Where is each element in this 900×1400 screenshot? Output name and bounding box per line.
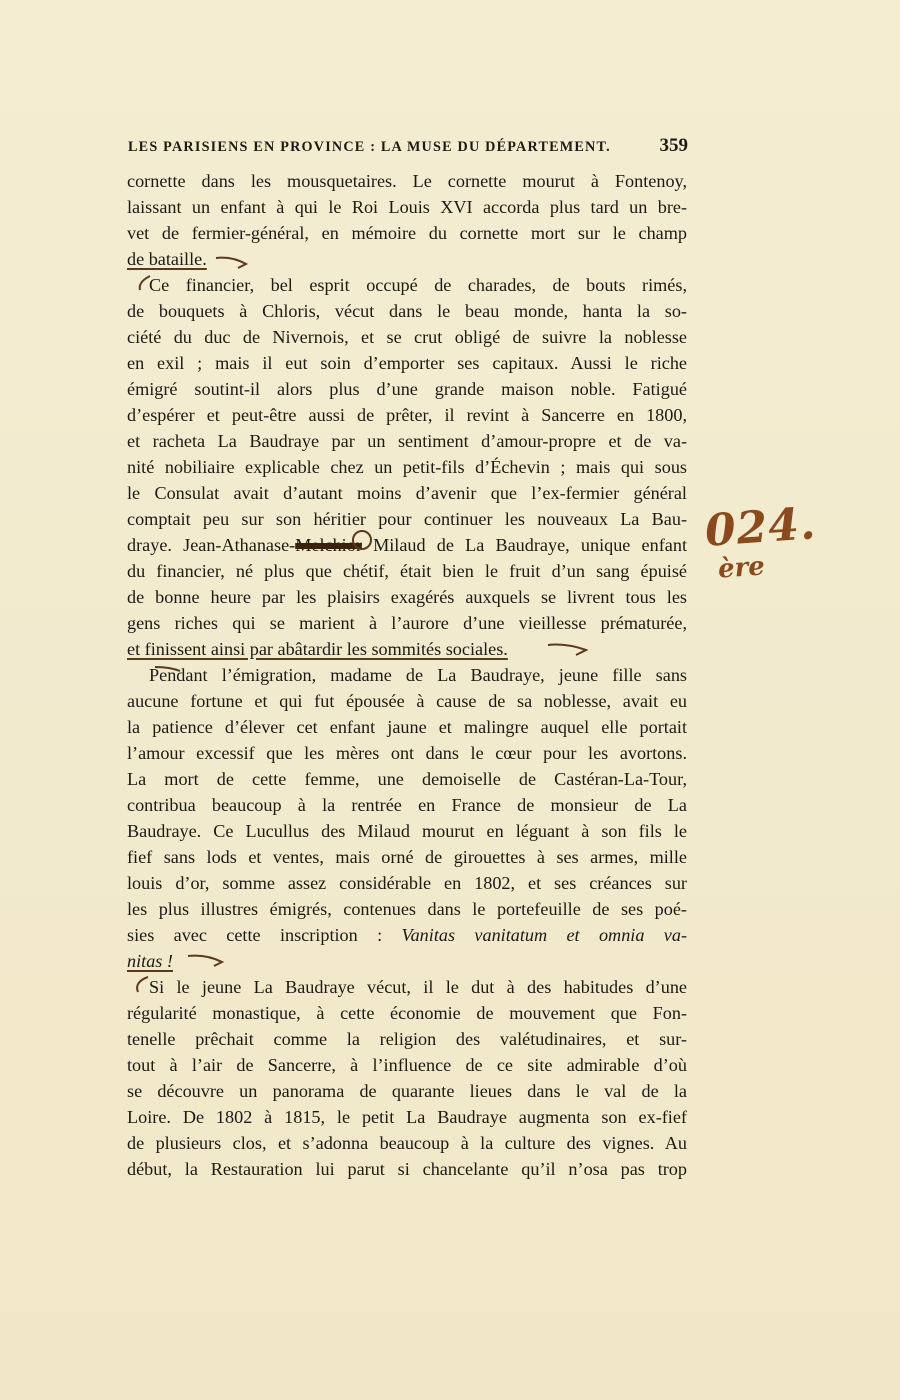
text-line: le Consulat avait d’autant moins d’avenir que l’ex-fermier général bbox=[127, 483, 687, 503]
text-line bbox=[127, 948, 687, 974]
margin-annotation: 024. bbox=[703, 498, 818, 557]
text-line: gens riches qui se marient à l’aurore d’une vieillesse prématurée, bbox=[127, 613, 687, 633]
text-line bbox=[127, 636, 687, 662]
text-line: Baudraye. Ce Lucullus des Milaud mourut en léguant à son fils le bbox=[127, 821, 687, 841]
text-line: de bonne heure par les plaisirs exagérés auxquels se livrent tous les bbox=[127, 587, 687, 607]
text-line: cornette dans les mousquetaires. Le cornette mourut à Fontenoy, bbox=[127, 171, 687, 191]
text-line: d’espérer et peut-être aussi de prêter, il revint à Sancerre en 1800, bbox=[127, 405, 687, 425]
text-line: Loire. De 1802 à 1815, le petit La Baudraye augmenta son ex-fief bbox=[127, 1107, 687, 1127]
text-line: ciété du duc de Nivernois, et se crut obligé de suivre la noblesse bbox=[127, 327, 687, 347]
text-line bbox=[127, 246, 687, 272]
text-line: aucune fortune et qui fut épousée à cause de sa noblesse, avait eu bbox=[127, 691, 687, 711]
line-segment: sies avec cette inscription : bbox=[127, 925, 402, 945]
underlined-text: de bataille. bbox=[127, 249, 207, 269]
text-line: tenelle prêchait comme la religion des valétudinaires, et sur- bbox=[127, 1029, 687, 1049]
italic-quote: Vanitas vanitatum et omnia va- bbox=[401, 925, 687, 945]
text-line: en exil ; mais il eut soin d’emporter ses capitaux. Aussi le riche bbox=[127, 353, 687, 373]
text-line: début, la Restauration lui parut si chancelante qu’il n’osa pas trop bbox=[127, 1159, 687, 1179]
text-line: tout à l’air de Sancerre, à l’influence de ce site admirable d’où bbox=[127, 1055, 687, 1075]
page-number: 359 bbox=[659, 135, 688, 156]
running-head bbox=[128, 135, 688, 157]
text-line: nité nobiliaire explicable chez un petit-fils d’Échevin ; mais qui sous bbox=[127, 457, 687, 477]
text-line: comptait peu sur son héritier pour continuer les nouveaux La Bau- bbox=[127, 509, 687, 529]
text-line: l’amour excessif que les mères ont dans le cœur pour les avortons. bbox=[127, 743, 687, 763]
text-line: Pendant l’émigration, madame de La Baudraye, jeune fille sans bbox=[149, 665, 687, 685]
text-line: régularité monastique, à cette économie de mouvement que Fon- bbox=[127, 1003, 687, 1023]
text-line: émigré soutint-il alors plus d’une grande maison noble. Fatigué bbox=[127, 379, 687, 399]
text-line: se découvre un panorama de quarante lieues dans le val de la bbox=[127, 1081, 687, 1101]
text-line: du financier, né plus que chétif, était bien le fruit d’un sang épuisé bbox=[127, 561, 687, 581]
margin-annotation: ère bbox=[717, 551, 766, 585]
line-segment: Milaud de La Baudraye, unique enfant bbox=[361, 535, 687, 555]
underlined-text: et finissent ainsi par abâtardir les sommités sociales. bbox=[127, 639, 508, 659]
text-line bbox=[127, 532, 687, 558]
text-line: laissant un enfant à qui le Roi Louis XVI accorda plus tard un bre- bbox=[127, 197, 687, 217]
running-title: LES PARISIENS EN PROVINCE : LA MUSE DU DÉPARTEMENT. bbox=[128, 139, 611, 155]
body-text bbox=[127, 168, 687, 1182]
text-line: louis d’or, somme assez considérable en 1802, et ses créances sur bbox=[127, 873, 687, 893]
line-segment: draye. Jean-Athanase- bbox=[127, 535, 296, 555]
text-line: Si le jeune La Baudraye vécut, il le dut à des habitudes d’une bbox=[149, 977, 687, 997]
text-line bbox=[127, 922, 687, 948]
text-line: la patience d’élever cet enfant jaune et malingre auquel elle portait bbox=[127, 717, 687, 737]
text-line: et racheta La Baudraye par un sentiment d’amour-propre et de va- bbox=[127, 431, 687, 451]
italic-quote: nitas ! bbox=[127, 951, 173, 971]
text-line: La mort de cette femme, une demoiselle de Castéran-La-Tour, bbox=[127, 769, 687, 789]
text-line: contribua beaucoup à la rentrée en France de monsieur de La bbox=[127, 795, 687, 815]
text-line: Ce financier, bel esprit occupé de charades, de bouts rimés, bbox=[149, 275, 687, 295]
struck-word: Melchior bbox=[295, 535, 362, 555]
text-line: de bouquets à Chloris, vécut dans le beau monde, hanta la so- bbox=[127, 301, 687, 321]
text-line: de plusieurs clos, et s’adonna beaucoup à la culture des vignes. Au bbox=[127, 1133, 687, 1153]
text-line: les plus illustres émigrés, contenues dans le portefeuille de ses poé- bbox=[127, 899, 687, 919]
text-line: vet de fermier-général, en mémoire du cornette mort sur le champ bbox=[127, 223, 687, 243]
text-line: fief sans lods et ventes, mais orné de girouettes à ses armes, mille bbox=[127, 847, 687, 867]
